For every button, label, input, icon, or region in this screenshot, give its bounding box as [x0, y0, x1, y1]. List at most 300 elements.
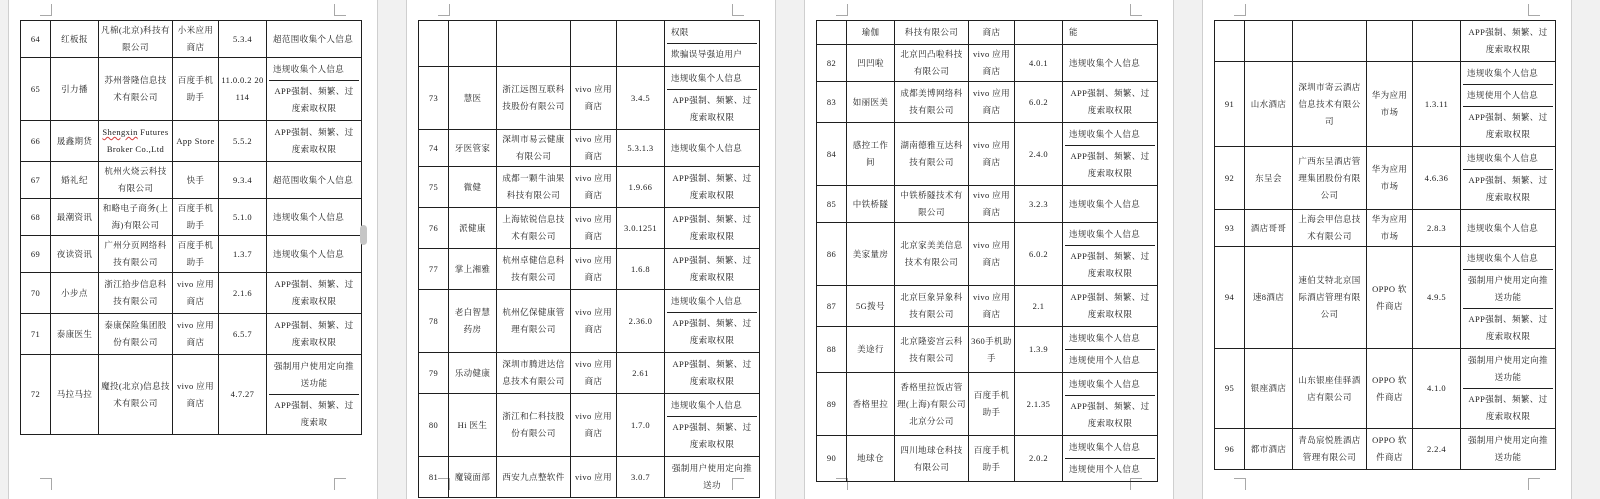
table-row: [817, 123, 1158, 186]
app-version: 2.2.4: [1413, 429, 1461, 470]
issues-cell: [267, 58, 362, 121]
issues-cell: [1461, 210, 1556, 247]
app-version: 1.3.11: [1413, 62, 1461, 147]
store-name: vivo 应用商店: [173, 355, 219, 435]
store-name: 360手机助手: [969, 327, 1015, 373]
store-name: OPPO 软件商店: [1367, 349, 1413, 429]
app-index: 79: [419, 353, 449, 394]
app-name: [1245, 21, 1293, 62]
issues-cell: [665, 130, 760, 167]
issue-text: APP强制、频繁、过度索取权限: [667, 416, 757, 455]
app-name: 牙医管家: [449, 130, 497, 167]
app-name: 老白智慧药房: [449, 290, 497, 353]
issue-text: APP强制、频繁、过度索取权限: [274, 320, 354, 347]
app-version: 2.1.6: [219, 273, 267, 314]
app-name: 乐动健康: [449, 353, 497, 394]
margin-mark: [40, 4, 52, 16]
issues-cell: [665, 457, 760, 498]
margin-mark: [1130, 4, 1142, 16]
issues-cell: [665, 167, 760, 208]
app-name: 婚礼纪: [51, 162, 99, 199]
table-row: [817, 373, 1158, 436]
app-name: 小步点: [51, 273, 99, 314]
store-name: vivo 应用商店: [173, 314, 219, 355]
issues-cell: [665, 208, 760, 249]
table-row: [817, 82, 1158, 123]
company-name: 成都一颗牛油果科技有限公司: [497, 167, 571, 208]
app-name: 掌上湘雅: [449, 249, 497, 290]
app-version: 6.5.7: [219, 314, 267, 355]
table-row: [419, 130, 760, 167]
store-name: vivo 应用商店: [969, 45, 1015, 82]
app-name: Hi 医生: [449, 394, 497, 457]
margin-mark: [1234, 478, 1246, 490]
company-name: 浙江远图互联科技股份有限公司: [497, 67, 571, 130]
store-name: [571, 21, 617, 67]
app-name: 马拉马拉: [51, 355, 99, 435]
table-row: [419, 67, 760, 130]
issues-cell: [1461, 349, 1556, 429]
issues-cell: [1461, 429, 1556, 470]
app-name: 地球仓: [847, 436, 895, 482]
company-name: 凡棉(北京)科技有限公司: [99, 21, 173, 58]
company-name: 西安九点整软件: [497, 457, 571, 498]
app-version: [1015, 21, 1063, 45]
scroll-thumb[interactable]: [360, 225, 367, 245]
issue-text: 强制用户使用定向推送功能: [1463, 269, 1553, 308]
issues-cell: [267, 355, 362, 435]
app-name: [449, 21, 497, 67]
store-name: 百度手机助手: [173, 58, 219, 121]
app-index: 67: [21, 162, 51, 199]
company-name-spellcheck: Shengxin: [102, 127, 138, 137]
issue-text: APP强制、频繁、过度索取权限: [1065, 395, 1155, 434]
table-row: [419, 290, 760, 353]
company-name: 成都美博网络科技有限公司: [895, 82, 969, 123]
company-name: 科技有限公司: [895, 21, 969, 45]
issue-text: 违规收集个人信息: [1069, 229, 1141, 239]
app-version: 4.9.5: [1413, 247, 1461, 349]
company-name: 香格里拉饭店管理(上海)有限公司北京分公司: [895, 373, 969, 436]
app-version: 5.5.2: [219, 121, 267, 162]
issues-cell: [267, 162, 362, 199]
app-index: 85: [817, 186, 847, 223]
table-row: [1215, 210, 1556, 247]
store-name: vivo 应用: [571, 457, 617, 498]
issue-text: APP强制、频繁、过度索取权限: [1070, 292, 1150, 319]
margin-mark: [1528, 478, 1540, 490]
app-version: 2.0.2: [1015, 436, 1063, 482]
table-row: [21, 355, 362, 435]
store-name: vivo 应用商店: [571, 353, 617, 394]
app-name: 瑜伽: [847, 21, 895, 45]
app-index: 76: [419, 208, 449, 249]
company-name: 北京隆姿宫云科技有限公司: [895, 327, 969, 373]
table-row: [21, 199, 362, 236]
company-name: 北京凹凸啦科技有限公司: [895, 45, 969, 82]
app-index: 74: [419, 130, 449, 167]
issues-cell: [267, 236, 362, 273]
table-row: [21, 162, 362, 199]
company-name: 浙江和仁科技股份有限公司: [497, 394, 571, 457]
company-name: 广州分页网络科技有限公司: [99, 236, 173, 273]
app-index: 86: [817, 223, 847, 286]
table-row: [817, 286, 1158, 327]
issue-text: 违规使用个人信息: [1065, 349, 1155, 371]
app-version: 2.61: [617, 353, 665, 394]
store-name: vivo 应用商店: [571, 67, 617, 130]
issue-text: 违规收集个人信息: [671, 400, 743, 410]
store-name: vivo 应用商店: [969, 223, 1015, 286]
issue-text: APP强制、频繁、过度索取: [269, 394, 359, 433]
issue-text: APP强制、频繁、过度索取权限: [672, 255, 752, 282]
table-row: [21, 314, 362, 355]
margin-mark: [334, 4, 346, 16]
table-row: [1215, 429, 1556, 470]
issue-text: APP强制、频繁、过度索取权限: [672, 359, 752, 386]
app-version: 3.2.3: [1015, 186, 1063, 223]
document-page-1: [8, 0, 378, 499]
issue-text: APP强制、频繁、过度索取权限: [1468, 27, 1548, 54]
table-row: [817, 186, 1158, 223]
app-index: [817, 21, 847, 45]
company-name: 杭州卓健信息科技有限公司: [497, 249, 571, 290]
issue-text: 违规收集个人信息: [1069, 379, 1141, 389]
company-name: 上海会甲信息技术有限公司: [1293, 210, 1367, 247]
company-name: 魔投(北京)信息技术有限公司: [99, 355, 173, 435]
app-name: 夜读资讯: [51, 236, 99, 273]
table-row-continued: [817, 21, 1158, 45]
company-name: [497, 21, 571, 67]
company-name: 上海铱锐信息技术有限公司: [497, 208, 571, 249]
table-row: [1215, 147, 1556, 210]
company-name: 杭州亿保健康管理有限公司: [497, 290, 571, 353]
store-name: vivo 应用商店: [571, 130, 617, 167]
issues-cell: [1461, 147, 1556, 210]
company-name: 北京家美美信息技术有限公司: [895, 223, 969, 286]
store-name: OPPO 软件商店: [1367, 429, 1413, 470]
issues-cell: [665, 21, 760, 67]
issues-cell: [267, 314, 362, 355]
app-violation-table: [1214, 20, 1556, 470]
issue-text: 欺骗误导强迫用户: [667, 43, 757, 65]
app-version: [617, 21, 665, 67]
app-version: 1.3.9: [1015, 327, 1063, 373]
app-name: 东呈会: [1245, 147, 1293, 210]
issue-text: 违规收集个人信息: [273, 211, 345, 222]
app-index: 69: [21, 236, 51, 273]
app-version: 5.3.1.3: [617, 130, 665, 167]
store-name: App Store: [173, 121, 219, 162]
table-row: [419, 394, 760, 457]
store-name: [1367, 21, 1413, 62]
table-row-continued: [1215, 21, 1556, 62]
issue-text: APP强制、频繁、过度索取权限: [274, 279, 354, 306]
issues-cell: [665, 249, 760, 290]
table-row: [817, 436, 1158, 482]
issue-text: APP强制、频繁、过度索取权限: [1463, 106, 1553, 145]
app-name: 泰康医生: [51, 314, 99, 355]
app-index: 94: [1215, 247, 1245, 349]
app-index: 66: [21, 121, 51, 162]
company-name: 中铁桥隧技术有限公司: [895, 186, 969, 223]
app-name: 速8酒店: [1245, 247, 1293, 349]
issues-cell: [1461, 21, 1556, 62]
app-version: 4.7.27: [219, 355, 267, 435]
app-index: 80: [419, 394, 449, 457]
table-row: [817, 223, 1158, 286]
app-index: 78: [419, 290, 449, 353]
app-version: 2.1: [1015, 286, 1063, 327]
app-name: 都市酒店: [1245, 429, 1293, 470]
app-index: [1215, 21, 1245, 62]
company-name: [99, 121, 173, 162]
app-index: 93: [1215, 210, 1245, 247]
store-name: 百度手机助手: [969, 436, 1015, 482]
app-version: 2.4.0: [1015, 123, 1063, 186]
company-name: 山东银座佳驿酒店有限公司: [1293, 349, 1367, 429]
app-name: 银座酒店: [1245, 349, 1293, 429]
store-name: vivo 应用商店: [571, 290, 617, 353]
issues-cell: [1063, 123, 1158, 186]
store-name: vivo 应用商店: [969, 186, 1015, 223]
app-version: 4.6.36: [1413, 147, 1461, 210]
app-name: 感控工作间: [847, 123, 895, 186]
issue-text: APP强制、频繁、过度索取权限: [274, 127, 354, 154]
margin-mark: [836, 4, 848, 16]
margin-mark: [1528, 4, 1540, 16]
issues-cell: [1063, 436, 1158, 482]
app-version: [1413, 21, 1461, 62]
app-version: 1.9.66: [617, 167, 665, 208]
app-name: 中铁桥隧: [847, 186, 895, 223]
app-name: 微健: [449, 167, 497, 208]
issue-text: 违规收集个人信息: [671, 73, 743, 83]
table-row: [419, 457, 760, 498]
app-index: 82: [817, 45, 847, 82]
app-name: 山水酒店: [1245, 62, 1293, 147]
company-name: 青岛宸悦胜酒店管理有限公司: [1293, 429, 1367, 470]
company-name: 速伯艾特北京国际酒店管理有限公司: [1293, 247, 1367, 349]
table-row: [419, 249, 760, 290]
app-name: 晟鑫期货: [51, 121, 99, 162]
issues-cell: [665, 353, 760, 394]
company-name: 北京巨象异象科技有限公司: [895, 286, 969, 327]
issues-cell: [1063, 45, 1158, 82]
app-version: 2.36.0: [617, 290, 665, 353]
app-index: 65: [21, 58, 51, 121]
app-version: 4.0.1: [1015, 45, 1063, 82]
issue-text: 强制用户使用定向推送功能: [1467, 355, 1549, 382]
store-name: 华为应用市场: [1367, 147, 1413, 210]
company-name: 深圳市腾进达信息技术有限公司: [497, 353, 571, 394]
company-name: 和略电子商务(上海)有限公司: [99, 199, 173, 236]
issue-text: APP强制、频繁、过度索取权限: [269, 80, 359, 119]
issue-text: 违规使用个人信息: [1463, 84, 1553, 106]
store-name: 百度手机助手: [969, 373, 1015, 436]
app-version: 2.1.35: [1015, 373, 1063, 436]
app-name: 魔镜面部: [449, 457, 497, 498]
issue-text: APP强制、频繁、过度索取权限: [672, 173, 752, 200]
app-index: 75: [419, 167, 449, 208]
app-index: 83: [817, 82, 847, 123]
issues-cell: [267, 199, 362, 236]
table-row: [419, 353, 760, 394]
store-name: vivo 应用商店: [571, 249, 617, 290]
app-name: 最潮资讯: [51, 199, 99, 236]
document-page-3: [804, 0, 1174, 499]
issue-text: APP强制、频繁、过度索取权限: [1065, 145, 1155, 184]
company-name: 深圳市寄云酒店信息技术有限公司: [1293, 62, 1367, 147]
table-row: [419, 208, 760, 249]
app-name: 如丽医美: [847, 82, 895, 123]
margin-mark: [732, 4, 744, 16]
issues-cell: [665, 394, 760, 457]
app-violation-table: [816, 20, 1158, 482]
app-index: 70: [21, 273, 51, 314]
issue-text: 违规使用个人信息: [1065, 458, 1155, 480]
issues-cell: [1063, 21, 1158, 45]
store-name: vivo 应用商店: [571, 394, 617, 457]
app-version: 1.3.7: [219, 236, 267, 273]
table-row-continued: [419, 21, 760, 67]
app-index: 90: [817, 436, 847, 482]
app-version: 2.8.3: [1413, 210, 1461, 247]
margin-mark: [1234, 4, 1246, 16]
issues-cell: [1461, 247, 1556, 349]
margin-mark: [438, 4, 450, 16]
document-page-4: [1202, 0, 1572, 499]
app-version: 3.0.1251: [617, 208, 665, 249]
table-row: [21, 21, 362, 58]
issue-text: 强制用户使用定向推送功: [671, 463, 753, 490]
app-name: 慧医: [449, 67, 497, 130]
app-index: 96: [1215, 429, 1245, 470]
issues-cell: [1063, 327, 1158, 373]
issue-text: 违规收集个人信息: [671, 142, 743, 153]
issues-cell: [267, 273, 362, 314]
app-version: 9.3.4: [219, 162, 267, 199]
issue-text: 违规收集个人信息: [1467, 153, 1539, 163]
table-row: [21, 273, 362, 314]
issue-text: 超范围收集个人信息: [273, 33, 354, 44]
app-version: 6.0.2: [1015, 82, 1063, 123]
table-row: [1215, 62, 1556, 147]
issues-cell: [1063, 186, 1158, 223]
table-row: [1215, 247, 1556, 349]
store-name: vivo 应用商店: [173, 273, 219, 314]
app-violation-table: [418, 20, 760, 498]
issues-cell: [1461, 62, 1556, 147]
app-index: 89: [817, 373, 847, 436]
app-index: 77: [419, 249, 449, 290]
app-violation-table: [20, 20, 362, 435]
store-name: 百度手机助手: [173, 236, 219, 273]
issue-text: APP强制、频繁、过度索取权限: [1070, 88, 1150, 115]
issue-text: 违规收集个人信息: [1069, 198, 1141, 209]
issue-text: 违规收集个人信息: [273, 64, 345, 74]
app-version: 6.0.2: [1015, 223, 1063, 286]
table-row: [419, 167, 760, 208]
app-name: 香格里拉: [847, 373, 895, 436]
table-row: [817, 45, 1158, 82]
app-version: 11.0.0.2 20114: [219, 58, 267, 121]
company-name: 杭州火烧云科技有限公司: [99, 162, 173, 199]
app-name: 派健康: [449, 208, 497, 249]
issue-text: 违规收集个人信息: [1069, 129, 1141, 139]
company-name: 深圳市易云健康有限公司: [497, 130, 571, 167]
app-version: 1.6.8: [617, 249, 665, 290]
app-index: 68: [21, 199, 51, 236]
store-name: vivo 应用商店: [969, 123, 1015, 186]
app-name: 引力播: [51, 58, 99, 121]
issue-text: APP强制、频繁、过度索取权限: [1065, 245, 1155, 284]
table-row: [817, 327, 1158, 373]
app-index: [419, 21, 449, 67]
company-name: 湖南德雅互达科技有限公司: [895, 123, 969, 186]
issue-text: 违规收集个人信息: [1467, 253, 1539, 263]
table-row: [21, 121, 362, 162]
margin-mark: [40, 478, 52, 490]
issues-cell: [1063, 373, 1158, 436]
issue-text: APP强制、频繁、过度索取权限: [1463, 308, 1553, 347]
margin-mark: [334, 478, 346, 490]
issues-cell: [1063, 286, 1158, 327]
store-name: 商店: [969, 21, 1015, 45]
issues-cell: [1063, 82, 1158, 123]
app-version: 3.0.7: [617, 457, 665, 498]
app-version: 4.1.0: [1413, 349, 1461, 429]
app-name: 美途行: [847, 327, 895, 373]
company-name: 苏州誉隆信息技术有限公司: [99, 58, 173, 121]
app-index: 81: [419, 457, 449, 498]
app-index: 73: [419, 67, 449, 130]
company-name: 浙江拾步信息科技有限公司: [99, 273, 173, 314]
app-name: 酒店哥哥: [1245, 210, 1293, 247]
store-name: 快手: [173, 162, 219, 199]
app-index: 71: [21, 314, 51, 355]
issue-text: APP强制、频繁、过度索取权限: [672, 214, 752, 241]
app-version: 5.3.4: [219, 21, 267, 58]
store-name: 小米应用商店: [173, 21, 219, 58]
app-index: 64: [21, 21, 51, 58]
company-name: 泰康保险集团股份有限公司: [99, 314, 173, 355]
app-index: 92: [1215, 147, 1245, 210]
issue-text: 违规收集个人信息: [273, 248, 345, 259]
table-row: [21, 58, 362, 121]
app-index: 87: [817, 286, 847, 327]
issues-cell: [1063, 223, 1158, 286]
issue-text: APP强制、频繁、过度索取权限: [1463, 388, 1553, 427]
store-name: 百度手机助手: [173, 199, 219, 236]
issues-cell: [665, 290, 760, 353]
app-index: 91: [1215, 62, 1245, 147]
issue-text: 违规收集个人信息: [671, 296, 743, 306]
issue-text: 强制用户使用定向推送功能: [1467, 435, 1549, 462]
issues-cell: [267, 121, 362, 162]
table-row: [1215, 349, 1556, 429]
app-index: 72: [21, 355, 51, 435]
app-name: 美家量房: [847, 223, 895, 286]
app-name: 5G拨号: [847, 286, 895, 327]
app-version: 1.7.0: [617, 394, 665, 457]
issue-text: 违规收集个人信息: [1467, 222, 1539, 233]
document-page-2: [406, 0, 776, 499]
issue-text: 能: [1069, 27, 1078, 37]
issue-text: 权限: [671, 27, 689, 37]
app-index: 84: [817, 123, 847, 186]
company-name-rest: Futures Broker Co.,Ltd: [106, 127, 169, 154]
